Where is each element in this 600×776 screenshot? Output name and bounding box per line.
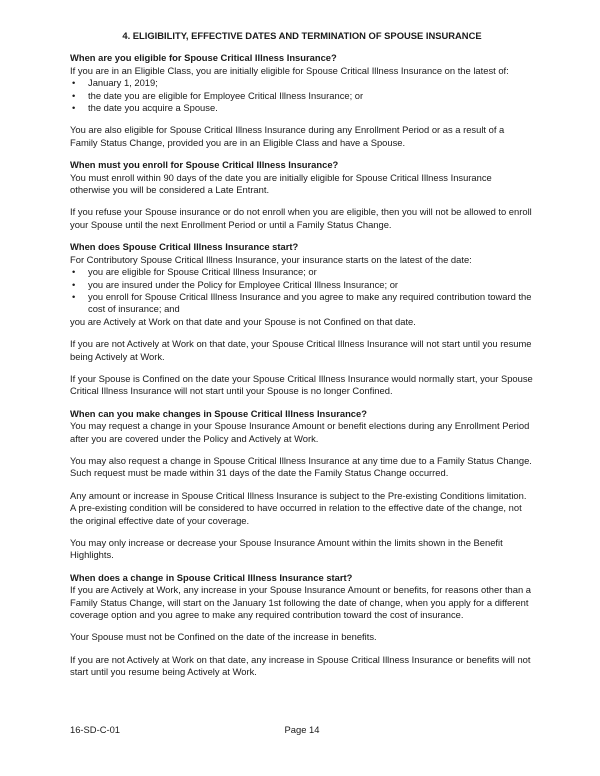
paragraph-enroll-90-days: You must enroll within 90 days of the date you are initially eligible for Spouse Critical Illness Insurance otherwise you will be considered a Late Entrant. xyxy=(70,171,492,196)
paragraph-not-actively-at-work: If you are not Actively at Work on that date, your Spouse Critical Illness Insurance will not start until you resume being Actively at Work. xyxy=(70,338,532,362)
bullet-item: • you are eligible for Spouse Critical Illness Insurance; or xyxy=(70,266,534,278)
bullet-item: • January 1, 2019; xyxy=(70,77,534,89)
paragraph-also-eligible: You are also eligible for Spouse Critical Illness Insurance during any Enrollment Period or as a result of a Family Status Change, provided you are in an Eligible Class and have a Spouse. xyxy=(70,124,505,148)
page-footer xyxy=(70,724,534,737)
bullet-list-start-conditions xyxy=(70,266,534,316)
heading-changes: When can you make changes in Spouse Critical Illness Insurance? xyxy=(70,407,367,419)
paragraph-actively-at-work: you are Actively at Work on that date and your Spouse is not Confined on that date. xyxy=(70,315,416,327)
bullet-item: • you are insured under the Policy for Employee Critical Illness Insurance; or xyxy=(70,279,534,291)
paragraph-change-start-details: If you are Actively at Work, any increase in your Spouse Insurance Amount or benefits, for reasons other than a Family Status Change, will start on the January 1st following the date of change, when you apply for a different coverage option and you agree to make any required contribution toward the cost of insurance. xyxy=(70,584,532,621)
paragraph-contributory-intro: For Contributory Spouse Critical Illness Insurance, your insurance starts on the latest of the date: xyxy=(70,253,472,265)
paragraph-refuse-insurance: If you refuse your Spouse insurance or do not enroll when you are eligible, then you will not be allowed to enroll your Spouse until the next Enrollment Period or until a Family Status Change. xyxy=(70,206,532,230)
heading-enrollment: When must you enroll for Spouse Critical Illness Insurance? xyxy=(70,159,339,171)
paragraph-increase-decrease-limits: You may only increase or decrease your Spouse Insurance Amount within the limits shown in the Benefit Highlights. xyxy=(70,537,503,561)
heading-change-start: When does a change in Spouse Critical Illness Insurance start? xyxy=(70,571,353,583)
paragraph-family-status-change: You may also request a change in Spouse Critical Illness Insurance at any time due to a Family Status Change. Such request must be made within 31 days of the date the Family Status Change occurred. xyxy=(70,454,532,479)
paragraph-increase-delayed: If you are not Actively at Work on that date, any increase in Spouse Critical Illness Insurance or benefits will not start until you resume being Actively at Work. xyxy=(70,653,531,678)
heading-insurance-start: When does Spouse Critical Illness Insurance start? xyxy=(70,241,299,253)
paragraph-not-confined-increase: Your Spouse must not be Confined on the date of the increase in benefits. xyxy=(70,631,377,643)
bullet-list-eligibility xyxy=(70,77,534,114)
heading-eligibility: When are you eligible for Spouse Critical Illness Insurance? xyxy=(70,52,337,64)
document-code: 16-SD-C-01 xyxy=(70,724,121,735)
paragraph-request-change: You may request a change in your Spouse Insurance Amount or benefit elections during any Enrollment Period after you are covered under the Policy and Actively at Work. xyxy=(70,420,530,444)
paragraph-spouse-confined: If your Spouse is Confined on the date your Spouse Critical Illness Insurance would normally start, your Spouse Critical Illness Insurance will not start until your Spouse is no longer Confined. xyxy=(70,372,533,397)
bullet-item: • the date you are eligible for Employee Critical Illness Insurance; or xyxy=(70,90,534,102)
page-title: 4. ELIGIBILITY, EFFECTIVE DATES AND TERMINATION OF SPOUSE INSURANCE xyxy=(122,30,482,41)
page-number: Page 14 xyxy=(284,724,320,735)
paragraph-pre-existing: Any amount or increase in Spouse Critical Illness Insurance is subject to the Pre-existing Conditions limitation. A pre-existing condition will be considered to have occurred in relation to the effective date of the change, not the original effective date of your coverage. xyxy=(70,489,527,526)
bullet-item: • you enroll for Spouse Critical Illness Insurance and you agree to make any required contribution toward the cost of insurance; and xyxy=(70,291,534,316)
bullet-item: • the date you acquire a Spouse. xyxy=(70,102,534,114)
paragraph-eligibility-intro: If you are in an Eligible Class, you are initially eligible for Spouse Critical Illness Insurance on the latest of: xyxy=(70,64,509,76)
